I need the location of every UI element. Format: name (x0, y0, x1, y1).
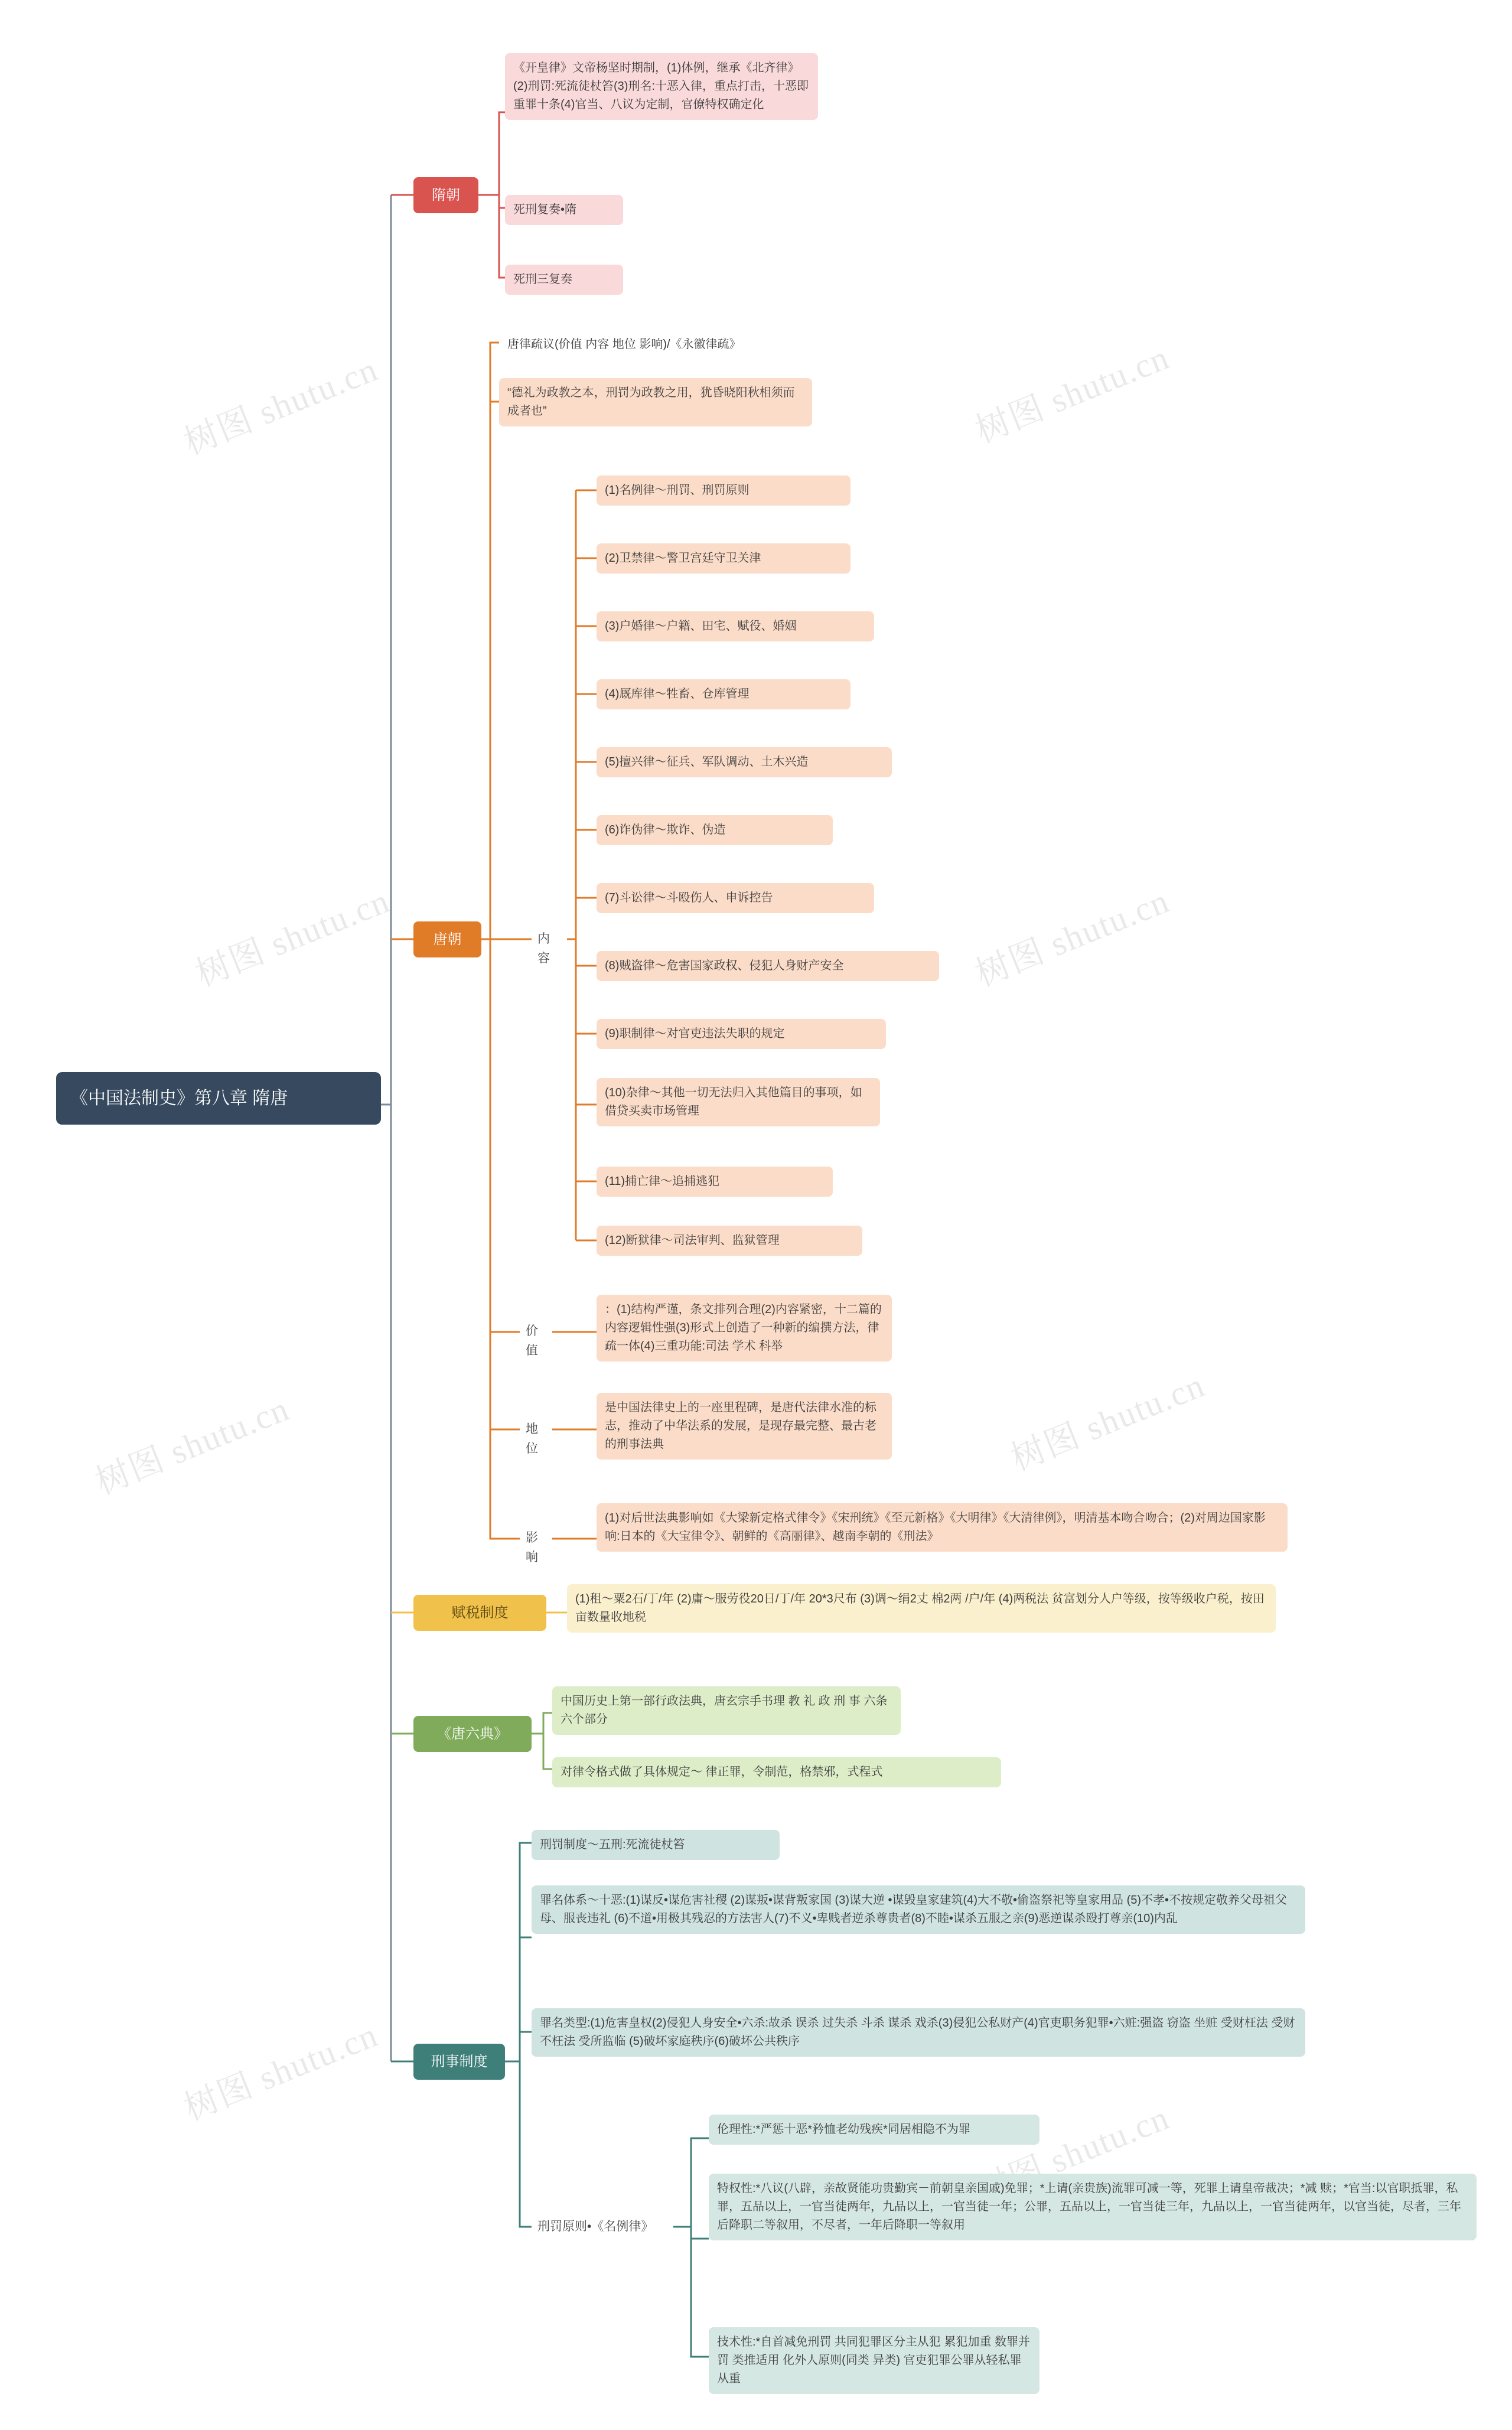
tang-value-label[interactable]: 价值 (526, 1324, 538, 1357)
watermark: 树图 shutu.cn (1005, 1365, 1211, 1478)
watermark: 树图 shutu.cn (970, 337, 1175, 451)
content-item[interactable]: (5)擅兴律～征兵、军队调动、土木兴造 (597, 747, 892, 777)
tang-status-label[interactable]: 地位 (526, 1422, 538, 1455)
sui-item[interactable]: 死刑复奏•隋 (505, 195, 623, 225)
content-item[interactable]: (4)厩库律～牲畜、仓库管理 (597, 679, 850, 709)
watermark: 树图 shutu.cn (90, 1389, 295, 1502)
content-item[interactable]: (1)名例律～刑罚、刑罚原则 (597, 475, 850, 506)
principle-item[interactable]: 伦理性:*严惩十恶*矜恤老幼残疾*同居相隐不为罪 (709, 2115, 1040, 2145)
content-item[interactable]: (2)卫禁律～警卫宫廷守卫关津 (597, 543, 850, 574)
watermark: 树图 shutu.cn (190, 881, 396, 994)
branch-tang[interactable]: 唐朝 (413, 921, 481, 957)
tang-influence-label[interactable]: 影响 (526, 1531, 538, 1564)
watermark: 树图 shutu.cn (178, 2015, 384, 2128)
tang-top-item[interactable]: “德礼为政教之本，刑罚为政教之用，犹昏晓阳秋相须而成者也” (499, 378, 812, 426)
branch-criminal[interactable]: 刑事制度 (413, 2044, 505, 2080)
content-item[interactable]: (12)断狱律～司法审判、监狱管理 (597, 1226, 862, 1256)
content-item[interactable]: (6)诈伪律～欺诈、伪造 (597, 815, 833, 845)
criminal-item[interactable]: 刑罚制度～五刑:死流徒杖笞 (532, 1830, 780, 1860)
branch-liudian[interactable]: 《唐六典》 (413, 1716, 532, 1752)
liudian-item[interactable]: 中国历史上第一部行政法典，唐玄宗手书理 教 礼 政 刑 事 六条 六个部分 (552, 1686, 901, 1735)
criminal-principles-label[interactable]: 刑罚原则•《名例律》 (537, 2220, 654, 2233)
principle-item[interactable]: 技术性:*自首减免刑罚 共同犯罪区分主从犯 累犯加重 数罪并罚 类推适用 化外人原则(同类 异类) 官吏犯罪公罪从轻私罪从重 (709, 2327, 1040, 2394)
tang-top-item[interactable]: 唐律疏议(价值 内容 地位 影响)/《永徽律疏》 (507, 338, 741, 351)
criminal-item[interactable]: 罪名类型:(1)危害皇权(2)侵犯人身安全•六杀:故杀 误杀 过失杀 斗杀 谋杀 戏杀(3)侵犯公私财产(4)官吏职务犯罪•六赃:强盗 窃盗 坐赃 受财枉法 受财不枉法 受所监临 (5)破坏家庭秩序(6)破坏公共秩序 (532, 2008, 1305, 2057)
content-item[interactable]: (3)户婚律～户籍、田宅、赋役、婚姻 (597, 611, 874, 641)
root-node[interactable]: 《中国法制史》第八章 隋唐 (56, 1072, 381, 1125)
content-item[interactable]: (9)职制律～对官吏违法失职的规定 (597, 1019, 886, 1049)
watermark: 树图 shutu.cn (970, 881, 1175, 994)
branch-tax[interactable]: 赋税制度 (413, 1595, 546, 1631)
branch-sui[interactable]: 隋朝 (413, 177, 478, 213)
content-item[interactable]: (7)斗讼律～斗殴伤人、申诉控告 (597, 883, 874, 913)
content-item[interactable]: (10)杂律～其他一切无法归入其他篇目的事项，如借贷买卖市场管理 (597, 1078, 880, 1126)
watermark: 树图 shutu.cn (178, 349, 384, 462)
content-item[interactable]: (11)捕亡律～追捕逃犯 (597, 1167, 833, 1197)
content-item[interactable]: (8)贼盗律～危害国家政权、侵犯人身财产安全 (597, 951, 939, 981)
watermark: 树图 shutu.cn (970, 2097, 1175, 2211)
sui-item[interactable]: 《开皇律》文帝杨坚时期制，(1)体例，继承《北齐律》(2)刑罚:死流徒杖笞(3)刑名:十恶入律，重点打击，十恶即重罪十条(4)官当、八议为定制，官僚特权确定化 (505, 53, 818, 120)
criminal-item[interactable]: 罪名体系～十恶:(1)谋反•谋危害社稷 (2)谋叛•谋背叛家国 (3)谋大逆 •谋毁皇家建筑(4)大不敬•偷盗祭祀等皇家用品 (5)不孝•不按规定敬养父母祖父母、服丧违礼 (6)不道•用极其残忍的方法害人(7)不义•卑贱者逆杀尊贵者(8)不睦•谋杀五服之亲(9)恶逆谋杀殴打尊亲(10)内乱 (532, 1885, 1305, 1934)
tax-text[interactable]: (1)租～粟2石/丁/年 (2)庸～服劳役20日/丁/年 20*3尺布 (3)调～绢2丈 棉2两 /户/年 (4)两税法 贫富划分人户等级，按等级收户税，按田亩数量收地税 (567, 1584, 1276, 1633)
tang-influence-text[interactable]: (1)对后世法典影响如《大梁新定格式律令》《宋刑统》《至元新格》《大明律》《大清律例》，明清基本吻合吻合；(2)对周边国家影响:日本的《大宝律令》、朝鲜的《高丽律》、越南李朝的《刑法》 (597, 1503, 1288, 1552)
principle-item[interactable]: 特权性:*八议(八辟，亲故贤能功贵勤宾－前朝皇亲国戚)免罪；*上请(亲贵族)流罪可减一等，死罪上请皇帝裁决；*减 赎；*官当:以官职抵罪，私罪，五品以上，一官当徒两年，九品以上，一官当徒一年；公罪，五品以上，一官当徒三年，九品以上，一官当徒两年，以官当徒，尽者，三年后降职二等叙用，不尽者，一年后降职一等叙用 (709, 2174, 1477, 2240)
tang-status-text[interactable]: 是中国法律史上的一座里程碑，是唐代法律水准的标志，推动了中华法系的发展，是现存最完整、最古老的刑事法典 (597, 1393, 892, 1460)
tang-content-label[interactable]: 内容 (537, 932, 550, 965)
sui-item[interactable]: 死刑三复奏 (505, 265, 623, 295)
tang-value-text[interactable]: ：(1)结构严谨，条文排列合理(2)内容紧密，十二篇的内容逻辑性强(3)形式上创造了一种新的编撰方法，律疏一体(4)三重功能:司法 学术 科举 (597, 1295, 892, 1361)
liudian-item[interactable]: 对律令格式做了具体规定～ 律正罪，令制范，格禁邪，式程式 (552, 1757, 1001, 1787)
